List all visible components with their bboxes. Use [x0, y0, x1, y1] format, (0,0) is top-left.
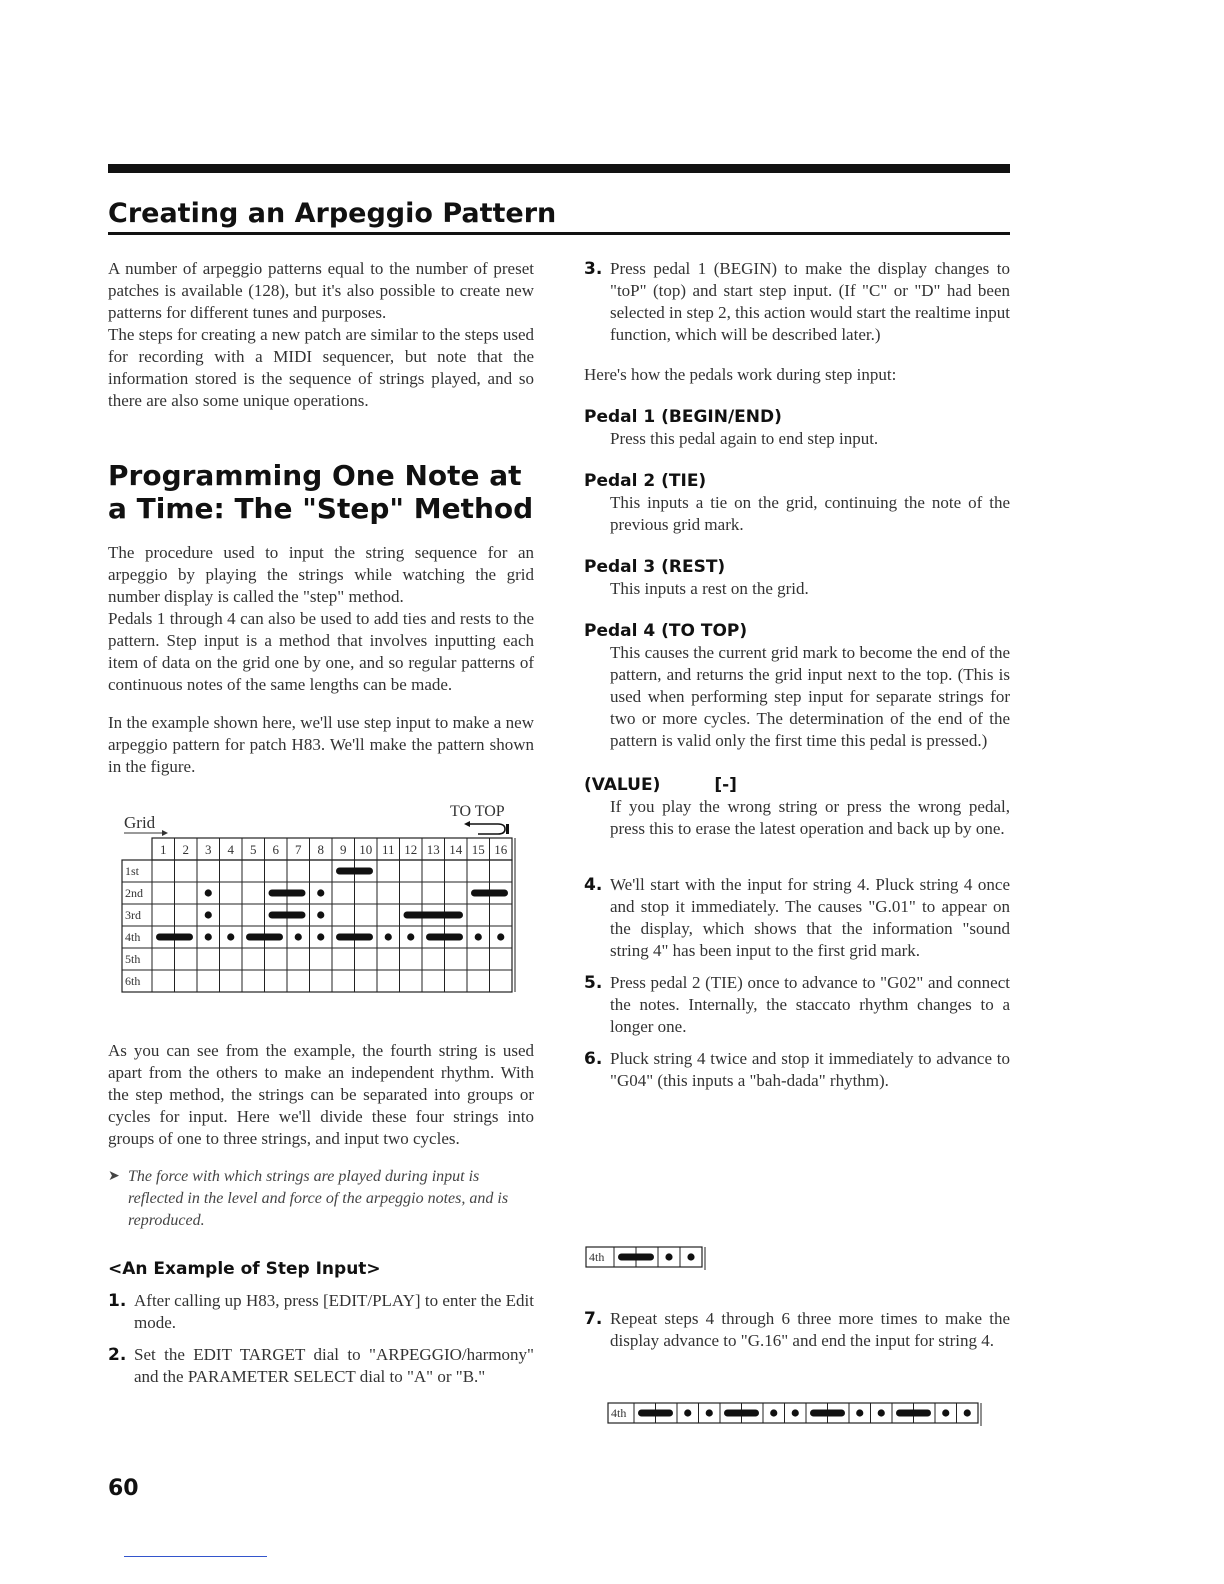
grid-column-number: 16 — [494, 842, 508, 857]
grid-column-number: 15 — [471, 842, 485, 857]
note — [108, 1166, 534, 1232]
value-text: If you play the wrong string or press the wrong pedal, press this to erase the latest operation and back up by one. — [610, 797, 1010, 838]
example-heading: <An Example of Step Input> — [108, 1259, 381, 1279]
note-dot — [317, 889, 324, 896]
step-number: 7. — [584, 1309, 603, 1329]
note-dot — [227, 933, 234, 940]
pedal-4-heading: Pedal 4 (TO TOP) — [584, 621, 748, 641]
pedal-3-heading: Pedal 3 (REST) — [584, 557, 726, 577]
tie-bar — [638, 1410, 673, 1417]
note-dot — [684, 1409, 691, 1416]
section-title: Programming One Note at a Time: The "Step" Method — [108, 459, 534, 525]
note-dot — [942, 1409, 949, 1416]
mini-grid-row-label: 4th — [611, 1406, 627, 1420]
note-dot — [475, 933, 482, 940]
return-arrow-stop-icon — [506, 824, 509, 834]
tie-bar — [246, 934, 283, 941]
note-dot — [205, 933, 212, 940]
right-column — [584, 258, 1010, 1092]
note-dot — [770, 1409, 777, 1416]
note-dot — [856, 1409, 863, 1416]
step-text: After calling up H83, press [EDIT/PLAY] to enter the Edit mode. — [134, 1291, 534, 1332]
note-arrow-icon: ➤ — [108, 1169, 120, 1184]
page-number: 60 — [108, 1476, 139, 1501]
note-dot — [317, 933, 324, 940]
tie-bar — [896, 1410, 931, 1417]
tie-bar — [426, 934, 463, 941]
grid-row-label: 2nd — [125, 886, 143, 900]
grid-column-number: 3 — [205, 842, 212, 857]
step-method-paragraph-1: The procedure used to input the string sequence for an arpeggio by playing the strings while watching the grid number display is called the "step" method. — [108, 543, 534, 606]
step-4 — [584, 874, 1010, 962]
grid-row-label: 5th — [125, 952, 141, 966]
tie-bar — [269, 890, 306, 897]
pedal-2-text: This inputs a tie on the grid, continuing the note of the previous grid mark. — [610, 493, 1010, 534]
step-number: 6. — [584, 1049, 603, 1069]
tie-bar — [336, 934, 373, 941]
grid-column-number: 6 — [272, 842, 279, 857]
step-text: Set the EDIT TARGET dial to "ARPEGGIO/harmony" and the PARAMETER SELECT dial to "A" or "B." — [134, 1345, 534, 1386]
tie-bar — [471, 890, 508, 897]
step-7 — [584, 1308, 1010, 1352]
note-dot — [792, 1409, 799, 1416]
tie-bar — [618, 1254, 654, 1261]
example-paragraph: In the example shown here, we'll use step input to make a new arpeggio pattern for patch H83. We'll make the pattern shown in the figure. — [108, 713, 534, 776]
return-arrow-icon — [468, 824, 505, 834]
pattern-grid-diagram — [108, 802, 534, 1030]
pedals-intro: Here's how the pedals work during step input: — [584, 365, 897, 384]
note-dot — [665, 1253, 672, 1260]
pedal-3-text: This inputs a rest on the grid. — [610, 579, 809, 598]
step-7-block — [584, 1308, 1010, 1352]
note-dot — [205, 889, 212, 896]
note-dot — [878, 1409, 885, 1416]
grid-column-number: 4 — [227, 842, 234, 857]
note-dot — [687, 1253, 694, 1260]
grid-label: Grid — [124, 813, 156, 832]
step-text: We'll start with the input for string 4. Pluck string 4 once and stop it immediately. The causes "G.01" to appear on the display, which shows that the information "sound string 4" has been input to the first grid mark. — [610, 875, 1010, 960]
grid-row-label: 4th — [125, 930, 141, 944]
note-dot — [497, 933, 504, 940]
step-text: Press pedal 2 (TIE) once to advance to "G02" and connect the notes. Internally, the staccato rhythm changes to a longer one. — [610, 973, 1010, 1036]
note-dot — [295, 933, 302, 940]
arrow-right-icon — [162, 830, 168, 836]
left-column — [108, 258, 534, 1388]
step-text: Press pedal 1 (BEGIN) to make the display changes to "toP" (top) and start step input. (If "C" or "D" had been selected in step 2, this action would start the realtime input function, which will be described later.) — [610, 259, 1010, 344]
note-dot — [407, 933, 414, 940]
grid-row-label: 6th — [125, 974, 141, 988]
step-2 — [108, 1344, 534, 1388]
note-dot — [205, 911, 212, 918]
grid-column-number: 12 — [404, 842, 418, 857]
mini-grid-diagram-2 — [606, 1400, 986, 1426]
step-6 — [584, 1048, 1010, 1092]
grid-column-number: 10 — [359, 842, 373, 857]
after-grid-paragraph: As you can see from the example, the fourth string is used apart from the others to make an independent rhythm. With the step method, the strings can be separated into groups or cycles for input. Here we'll divide these four strings into groups of one to three strings, and input two cycles. — [108, 1041, 534, 1148]
mini-grid-diagram-1 — [584, 1244, 724, 1270]
note-dot — [385, 933, 392, 940]
step-text: Repeat steps 4 through 6 three more times to make the display advance to "G.16" and end the input for string 4. — [610, 1309, 1010, 1350]
mini-grid-row-label: 4th — [589, 1250, 605, 1264]
grid-row-label: 3rd — [125, 908, 141, 922]
step-text: Pluck string 4 twice and stop it immediately to advance to "G04" (this inputs a "bah-dada" rhythm). — [610, 1049, 1010, 1090]
step-number: 2. — [108, 1345, 127, 1365]
grid-column-number: 1 — [160, 842, 167, 857]
note-dot — [317, 911, 324, 918]
return-arrow-head-icon — [464, 821, 470, 827]
step-number: 1. — [108, 1291, 127, 1311]
grid-column-number: 14 — [449, 842, 463, 857]
grid-column-number: 11 — [381, 842, 395, 857]
to-top-label: TO TOP — [450, 803, 505, 820]
grid-column-number: 9 — [340, 842, 347, 857]
note-dot — [706, 1409, 713, 1416]
grid-figure — [108, 802, 534, 1030]
value-key: [-] — [714, 775, 737, 795]
footer-line — [124, 1556, 267, 1557]
mini-grid-2 — [606, 1400, 986, 1431]
step-1 — [108, 1290, 534, 1334]
top-rule — [108, 164, 1010, 173]
note-dot — [964, 1409, 971, 1416]
tie-bar — [404, 912, 464, 919]
pedal-1-heading: Pedal 1 (BEGIN/END) — [584, 407, 782, 427]
value-heading — [584, 774, 1010, 796]
step-number: 3. — [584, 259, 603, 279]
grid-column-number: 5 — [250, 842, 257, 857]
grid-column-number: 7 — [295, 842, 302, 857]
tie-bar — [810, 1410, 845, 1417]
title-rule — [108, 232, 1010, 235]
grid-row-label: 1st — [125, 864, 140, 878]
step-number: 4. — [584, 875, 603, 895]
step-method-paragraph-2: Pedals 1 through 4 can also be used to add ties and rests to the pattern. Step input is a method that involves inputting each item of data on the grid one by one, and so regular patterns of continuous notes of the same lengths can be made. — [108, 609, 534, 694]
step-number: 5. — [584, 973, 603, 993]
intro-paragraph-1: A number of arpeggio patterns equal to the number of preset patches is available (128), but it's also possible to create new patterns for different tunes and purposes. — [108, 259, 534, 322]
tie-bar — [269, 912, 306, 919]
pedal-2-heading: Pedal 2 (TIE) — [584, 471, 707, 491]
tie-bar — [336, 868, 373, 875]
intro-paragraph-2: The steps for creating a new patch are similar to the steps used for recording with a MIDI sequencer, but note that the information stored is the sequence of strings played, and so there are also some unique operations. — [108, 325, 534, 410]
value-label: (VALUE) — [584, 775, 661, 795]
page-title: Creating an Arpeggio Pattern — [108, 198, 557, 229]
grid-column-number: 8 — [317, 842, 324, 857]
mini-grid-1 — [584, 1244, 724, 1275]
grid-column-number: 2 — [182, 842, 189, 857]
tie-bar — [156, 934, 193, 941]
grid-column-number: 13 — [426, 842, 440, 857]
tie-bar — [724, 1410, 759, 1417]
note-text: The force with which strings are played during input is reflected in the level and force of the arpeggio notes, and is reproduced. — [128, 1168, 509, 1229]
pedal-4-text: This causes the current grid mark to become the end of the pattern, and returns the grid input next to the top. (This is used when performing step input for separate strings for two or more cycles. The determination of the end of the pattern is valid only the first time this pedal is pressed.) — [610, 643, 1010, 750]
pedal-1-text: Press this pedal again to end step input. — [610, 429, 879, 448]
step-3 — [584, 258, 1010, 346]
step-5 — [584, 972, 1010, 1038]
